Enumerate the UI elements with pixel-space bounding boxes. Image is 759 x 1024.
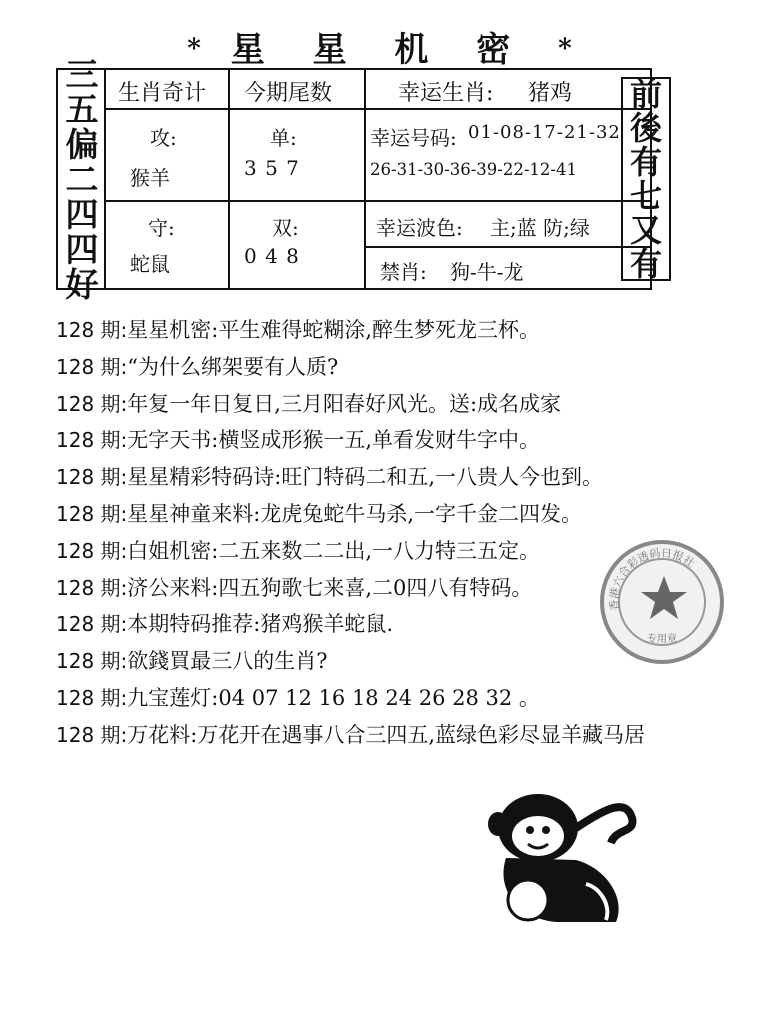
period-label: 128 期: xyxy=(56,318,128,342)
lucky-numbers-1: 01-08-17-21-32 xyxy=(468,122,621,143)
defend-label: 守: xyxy=(148,216,175,240)
list-item xyxy=(56,422,756,459)
monkey-face xyxy=(512,816,564,856)
period-label: 128 期: xyxy=(56,391,128,416)
official-stamp xyxy=(600,540,724,664)
line-text: 星星神童来料:龙虎兔蛇牛马杀,一字千金二四发。 xyxy=(127,501,583,526)
svg-text:香港六合彩透码日报社: 香港六合彩透码日报社 xyxy=(607,546,697,612)
period-label: 128 期: xyxy=(56,465,128,490)
right-slogan-char: 七 xyxy=(629,177,662,215)
left-slogan-char: 二 xyxy=(65,159,99,199)
lucky-numbers-label: 幸运号码: xyxy=(370,126,457,150)
right-slogan-char: 前 xyxy=(629,75,662,113)
header-lucky-label: 幸运生肖: xyxy=(398,81,494,106)
list-item xyxy=(56,496,756,533)
monkey-tail xyxy=(576,807,633,843)
period-label: 128 期: xyxy=(56,428,128,453)
left-slogan-char: 五 xyxy=(65,89,99,129)
right-slogan-char: 後 xyxy=(629,109,662,147)
banned-value: 狗-牛-龙 xyxy=(450,260,524,284)
title-star-left: * xyxy=(187,34,201,64)
monkey-eye xyxy=(526,826,534,834)
left-slogan-char: 三 xyxy=(65,54,99,94)
left-slogan-char: 偏 xyxy=(65,124,99,164)
divider xyxy=(364,70,366,288)
monkey-illustration xyxy=(476,788,638,922)
double-label: 双: xyxy=(272,216,299,240)
header-zodiac: 生肖奇计 xyxy=(118,81,207,106)
title-star-right: * xyxy=(558,34,572,64)
line-text: 年复一年日复日,三月阳春好风光。送:成名成家 xyxy=(127,391,562,416)
info-table xyxy=(56,54,652,304)
lucky-numbers-2: 26-31-30-36-39-22-12-41 xyxy=(370,160,577,179)
list-item xyxy=(56,386,756,423)
double-numbers: 0 4 8 xyxy=(244,244,300,268)
left-slogan-char: 好 xyxy=(65,264,99,304)
right-slogan xyxy=(596,68,696,290)
period-label: 128 期: xyxy=(56,538,128,563)
wave-label: 幸运波色: xyxy=(376,216,463,240)
single-numbers: 3 5 7 xyxy=(244,156,300,180)
period-label: 128 期: xyxy=(56,612,128,637)
right-slogan-char: 有 xyxy=(629,143,662,181)
list-item xyxy=(56,680,756,717)
list-item xyxy=(56,312,756,349)
divider xyxy=(104,108,650,110)
divider xyxy=(104,200,650,202)
list-item xyxy=(56,349,756,386)
right-slogan-char: 有 xyxy=(629,245,662,283)
line-text: 欲錢買最三八的生肖? xyxy=(127,649,328,674)
stamp-arc-text xyxy=(604,544,720,660)
single-label: 单: xyxy=(270,126,297,150)
right-slogan-char: 又 xyxy=(629,211,662,249)
title-text: 星 星 机 密 xyxy=(230,30,529,70)
line-text: 九宝莲灯:04 07 12 16 18 24 26 28 32 。 xyxy=(127,685,540,710)
prediction-list xyxy=(56,312,756,754)
coin xyxy=(508,880,548,920)
divider xyxy=(104,70,106,288)
divider xyxy=(228,70,230,288)
banned-label: 禁肖: xyxy=(380,260,427,284)
monkey-eye xyxy=(542,826,550,834)
header-lucky-value: 猪鸡 xyxy=(528,81,573,106)
line-text: “为什么绑架要有人质? xyxy=(127,354,339,379)
list-item xyxy=(56,717,756,754)
line-text: 无字天书:横竖成形猴一五,单看发财牛字中。 xyxy=(127,428,541,453)
period-label: 128 期: xyxy=(56,685,128,710)
line-text: 万花料:万花开在遇事八合三四五,蓝绿色彩尽显羊藏马居 xyxy=(127,722,646,747)
left-slogan xyxy=(58,54,106,304)
attack-label: 攻: xyxy=(150,126,177,150)
line-text: 本期特码推荐:猪鸡猴羊蛇鼠. xyxy=(127,612,394,637)
line-text: 白姐机密:二五来数二二出,一八力特三五定。 xyxy=(127,538,541,563)
period-label: 128 期: xyxy=(56,722,128,747)
period-label: 128 期: xyxy=(56,649,128,674)
list-item xyxy=(56,459,756,496)
page-title xyxy=(0,22,759,71)
period-label: 128 期: xyxy=(56,354,128,379)
attack-value: 猴羊 xyxy=(130,166,170,190)
monkey-ear xyxy=(488,812,508,836)
left-slogan-char: 四 xyxy=(65,194,99,234)
line-text: 星星精彩特码诗:旺门特码二和五,一八贵人今也到。 xyxy=(127,465,604,490)
header-tail: 今期尾数 xyxy=(244,81,333,106)
period-label: 128 期: xyxy=(56,501,128,526)
line-text: 星星机密:平生难得蛇糊涂,醉生梦死龙三杯。 xyxy=(127,318,541,342)
wave-value: 主;蓝 防;绿 xyxy=(490,216,590,240)
left-slogan-char: 四 xyxy=(65,229,99,269)
stamp-center-text: 专用章 xyxy=(647,634,677,645)
period-label: 128 期: xyxy=(56,575,128,600)
defend-value: 蛇鼠 xyxy=(130,252,170,276)
line-text: 济公来料:四五狗歌七来喜,二0四八有特码。 xyxy=(127,575,533,600)
